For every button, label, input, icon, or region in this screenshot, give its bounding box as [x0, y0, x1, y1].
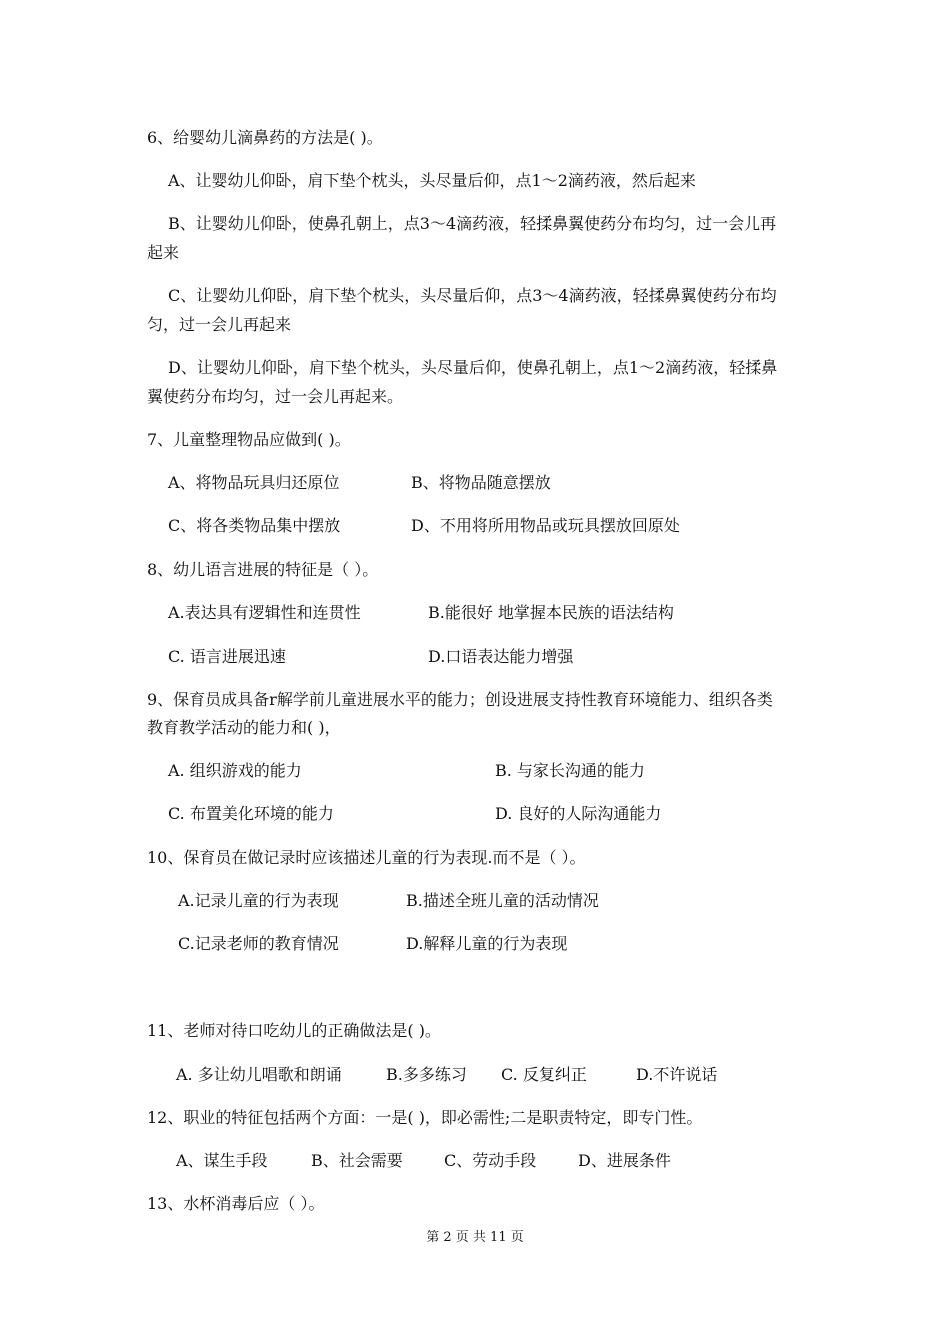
question-7-option-b: B、将物品随意摆放 [411, 473, 551, 492]
question-6-option-d-line1: D、让婴幼儿仰卧，肩下垫个枕头，头尽量后仰，使鼻孔朝上，点1～2滴药液，轻揉鼻 [168, 358, 778, 377]
question-11-option-b: B.多多练习 [386, 1065, 467, 1084]
question-10-option-b: B.描述全班儿童的活动情况 [406, 891, 599, 910]
question-9-stem-line1: 9、保育员成具备r解学前儿童进展水平的能力；创设进展支持性教育环境能力、组织各类 [147, 690, 773, 709]
question-10-option-c: C.记录老师的教育情况 [178, 934, 339, 953]
question-11-option-a: A. 多让幼儿唱歌和朗诵 [176, 1065, 342, 1084]
question-13-stem: 13、水杯消毒后应（ ）。 [147, 1194, 325, 1213]
question-11-option-d: D.不许说话 [636, 1065, 718, 1084]
question-6-stem: 6、给婴幼儿滴鼻药的方法是( )。 [147, 128, 383, 147]
question-9-option-a: A. 组织游戏的能力 [168, 761, 302, 780]
question-10-stem: 10、保育员在做记录时应该描述儿童的行为表现.而不是（ ）。 [147, 848, 586, 867]
page-number-footer: 第 2 页 共 11 页 [426, 1230, 524, 1245]
question-11-option-c: C. 反复纠正 [501, 1065, 587, 1084]
question-7-option-a: A、将物品玩具归还原位 [168, 473, 340, 492]
question-8-option-b: B.能很好 地掌握本民族的语法结构 [428, 603, 674, 622]
question-9-option-d: D. 良好的人际沟通能力 [495, 804, 662, 823]
question-9-option-b: B. 与家长沟通的能力 [495, 761, 645, 780]
question-8-option-d: D.口语表达能力增强 [428, 647, 574, 666]
question-6-option-d-line2: 翼使药分布均匀，过一会儿再起来。 [147, 387, 404, 406]
question-8-option-c: C. 语言进展迅速 [168, 647, 286, 666]
question-7-stem: 7、儿童整理物品应做到( )。 [147, 430, 351, 449]
question-10-option-a: A.记录儿童的行为表现 [178, 891, 339, 910]
question-8-stem: 8、幼儿语言进展的特征是（ ）。 [147, 560, 379, 579]
question-12-option-c: C、劳动手段 [444, 1151, 537, 1170]
question-6-option-b-line2: 起来 [147, 243, 180, 262]
question-12-option-d: D、进展条件 [578, 1151, 671, 1170]
question-6-option-c-line1: C、让婴幼儿仰卧，肩下垫个枕头，头尽量后仰，点3～4滴药液，轻揉鼻翼使药分布均 [168, 286, 777, 305]
question-12-option-a: A、谋生手段 [176, 1151, 268, 1170]
question-11-stem: 11、老师对待口吃幼儿的正确做法是( )。 [147, 1021, 441, 1040]
question-8-option-a: A.表达具有逻辑性和连贯性 [168, 603, 361, 622]
question-6-option-b-line1: B、让婴幼儿仰卧，使鼻孔朝上，点3～4滴药液，轻揉鼻翼使药分布均匀，过一会儿再 [168, 214, 777, 233]
question-7-option-c: C、将各类物品集中摆放 [168, 516, 341, 535]
question-6-option-a: A、让婴幼儿仰卧，肩下垫个枕头，头尽量后仰，点1～2滴药液，然后起来 [168, 171, 696, 190]
question-12-stem: 12、职业的特征包括两个方面：一是( )，即必需性;二是职责特定，即专门性。 [147, 1108, 703, 1127]
question-12-option-b: B、社会需要 [311, 1151, 403, 1170]
question-6-option-c-line2: 匀，过一会儿再起来 [147, 315, 292, 334]
question-9-option-c: C. 布置美化环境的能力 [168, 804, 334, 823]
question-10-option-d: D.解释儿童的行为表现 [406, 934, 568, 953]
question-9-stem-line2: 教育教学活动的能力和( )， [147, 718, 341, 737]
question-7-option-d: D、不用将所用物品或玩具摆放回原处 [411, 516, 680, 535]
